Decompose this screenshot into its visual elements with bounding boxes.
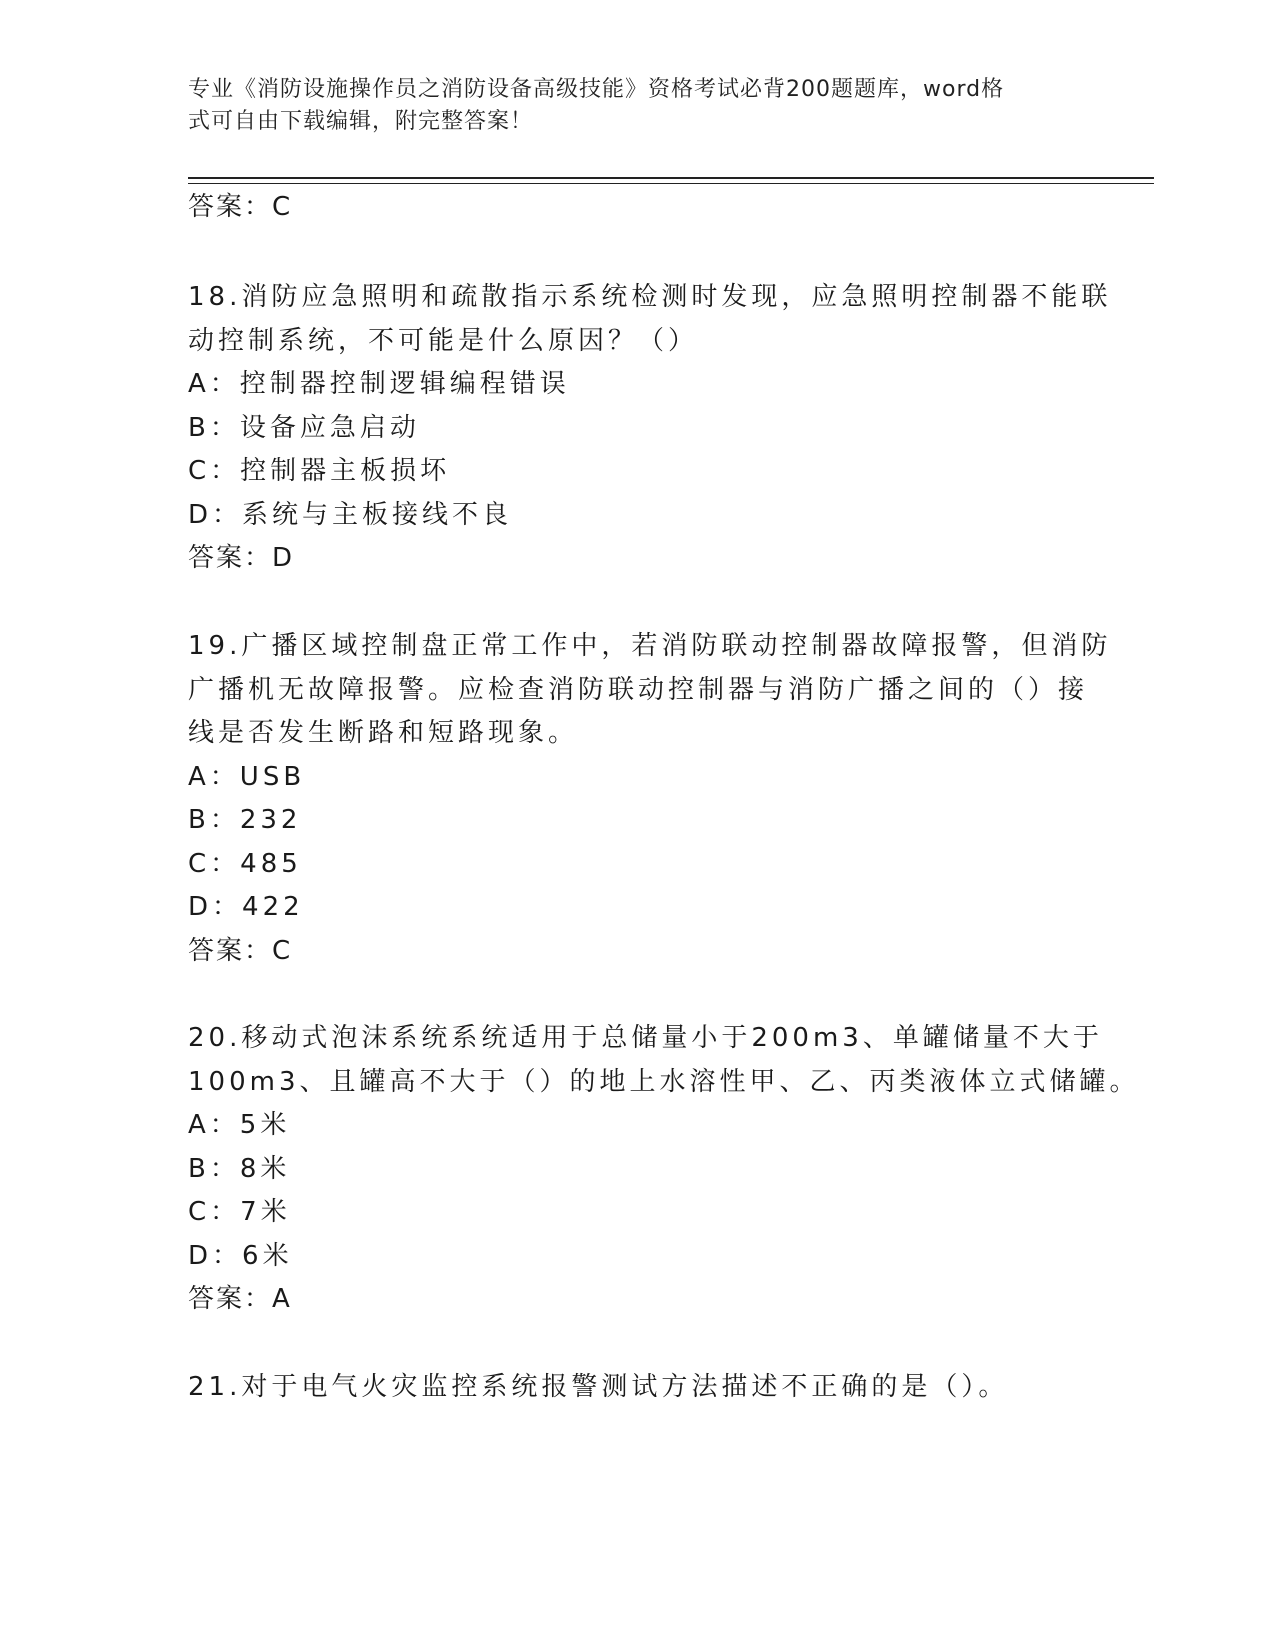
question-19-option-d: D：422	[188, 892, 304, 922]
question-18-line-2: 动控制系统，不可能是什么原因？（）	[188, 326, 699, 356]
document-header	[188, 74, 1088, 138]
answer-label: 答案：	[188, 192, 273, 222]
answer-value: C	[272, 936, 293, 966]
question-18-option-d: D：系统与主板接线不良	[188, 500, 513, 530]
question-20-option-b: B：8米	[188, 1154, 291, 1184]
header-line-2: 式可自由下载编辑，附完整答案！	[188, 109, 534, 134]
question-18-option-b: B：设备应急启动	[188, 413, 420, 443]
answer-label: 答案：	[188, 936, 273, 966]
answer-value: C	[272, 192, 293, 222]
question-19-option-c: C：485	[188, 849, 302, 879]
question-20-option-a: A：5米	[188, 1110, 291, 1140]
header-divider-thick	[188, 177, 1154, 179]
question-20-option-c: C：7米	[188, 1197, 291, 1227]
question-20-line-2: 100m3、且罐高不大于（）的地上水溶性甲、乙、丙类液体立式储罐。	[188, 1067, 1140, 1097]
question-20-line-1: 20.移动式泡沫系统系统适用于总储量小于200m3、单罐储量不大于	[188, 1023, 1103, 1053]
answer-label: 答案：	[188, 1284, 273, 1314]
question-20-option-d: D：6米	[188, 1241, 293, 1271]
header-line-1: 专业《消防设施操作员之消防设备高级技能》资格考试必背200题题库，word格	[188, 77, 1005, 102]
header-divider-thin	[188, 183, 1154, 184]
question-19-option-b: B：232	[188, 805, 302, 835]
answer-value: D	[272, 543, 295, 573]
answer-label: 答案：	[188, 543, 273, 573]
question-21-line-1: 21.对于电气火灾监控系统报警测试方法描述不正确的是（）。	[188, 1372, 1009, 1402]
question-19-line-2: 广播机无故障报警。应检查消防联动控制器与消防广播之间的（）接	[188, 675, 1089, 705]
answer-value: A	[272, 1284, 292, 1314]
question-18-line-1: 18.消防应急照明和疏散指示系统检测时发现，应急照明控制器不能联	[188, 282, 1112, 312]
prev-answer	[188, 190, 292, 224]
question-19-line-3: 线是否发生断路和短路现象。	[188, 718, 579, 748]
question-19-line-1: 19.广播区域控制盘正常工作中，若消防联动控制器故障报警，但消防	[188, 631, 1112, 661]
question-19-answer	[188, 934, 292, 968]
question-18-option-c: C：控制器主板损坏	[188, 456, 451, 486]
question-20-answer	[188, 1282, 292, 1316]
question-19-option-a: A：USB	[188, 762, 306, 792]
question-18-answer	[188, 541, 294, 575]
question-18-option-a: A：控制器控制逻辑编程错误	[188, 369, 570, 399]
